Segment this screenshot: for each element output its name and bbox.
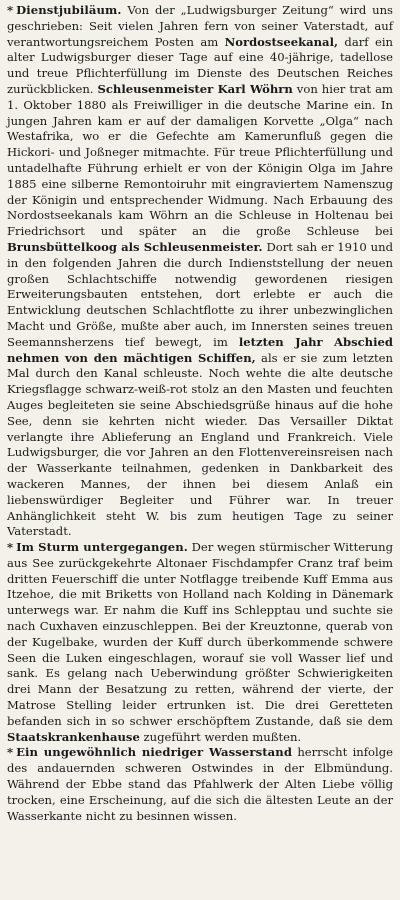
article-text: von hier trat am 1. Oktober 1880 als Freiwilliger in die deutsche Marine ein. In jungen Jahren kam er auf der damaligen Korvette „Olga“ nach Westafrika, wo er die Gefechte am Kamerunfluß gegen die Hickori- und Joßneger mitmachte. Für treue Pflichterfüllung und untadelhafte Führung erhielt er von der Königin Olga im Jahre 1885 eine silberne Remontoiruhr mit eingraviertem Namenszug der Königin und entsprechender Widmung. Nach Erbauung des Nordostseekanals kam Wöhrn an die Schleuse in Holtenau bei Friedrichsort und später an die große Schleuse bei — [7, 81, 393, 239]
article-heading: Im Sturm untergegangen. — [16, 540, 188, 555]
article-star: * — [7, 3, 14, 17]
article-text: zugeführt werden mußten. — [139, 729, 302, 744]
article-emphasis: Brunsbüttelkoog als Schleusenmeister. — [7, 239, 263, 254]
article-heading: Ein ungewöhnlich niedriger Wasserstand — [16, 745, 293, 760]
article-text: darf ein alter Ludwigsburger dieser Tage auf eine 40-jährige, tadellose und treue Pflichterfüllung im Dienste des Deutschen Reiches zurückblicken. — [7, 34, 393, 96]
article-dienstjubilaeum — [7, 3, 393, 540]
article-text: als er sie zum letzten Mal durch den Kanal schleuste. Noch wehte die alte deutsche Kriegsflagge schwarz-weiß-rot stolz an den Masten und feuchten Auges begleiteten sie seine Abschiedsgrüße hinaus auf die hohe See, denn sie kehrten nicht wieder. Das Versailler Diktat verlangte ihre Ablieferung an England und Frankreich. Viele Ludwigsburger, die vor Jahren an den Flottenvereinsreisen nach der Wasserkante teilnahmen, gedenken in Dankbarkeit des wackeren Mannes, der ihnen bei diesem Anlaß ein liebenswürdiger Begleiter und Führer war. In treuer Anhänglichkeit steht W. bis zum heutigen Tage zu seiner Vaterstadt. — [7, 350, 393, 539]
article-text: Von der „Ludwigsburger Zeitung“ wird uns geschrieben: Seit vielen Jahren fern von seiner Vaterstadt, auf verantwortungsreichem Posten am — [7, 3, 393, 49]
article-star: * — [7, 745, 14, 760]
article-niedriger-wasserstand — [7, 745, 393, 824]
article-text: Der wegen stürmischer Witterung aus See zurückgekehrte Altonaer Fischdampfer Cranz traf beim dritten Feuerschiff die unter Notflagge treibende Kuff Emma aus Itzehoe, die mit Briketts von Holland nach Kolding in Dänemark unterwegs war. Er nahm die Kuff ins Schlepptau und suchte sie nach Cuxhaven einzuschleppen. Bei der Kreuztonne, querab von der Kugelbake, wurden der Kuff durch überkommende schwere Seen die Luken eingeschlagen, worauf sie voll Wasser lief und sank. Es gelang nach Ueberwindung größter Schwierigkeiten drei Mann der Besatzung zu retten, während der vierte, der Matrose Stelling leider ertrunken ist. Die drei Geretteten befanden sich in so schwer erschöpftem Zustande, daß sie dem — [7, 540, 393, 728]
article-emphasis: Staatskrankenhause — [7, 729, 140, 744]
article-text: herrscht infolge des andauernden schweren Ostwindes in der Elbmündung. Während der Ebbe stand das Pfahlwerk der Alten Liebe völlig trocken, eine Erscheinung, auf die sich die ältesten Leute an der Wasserkante nicht zu besinnen wissen. — [7, 745, 394, 823]
article-star: * — [7, 540, 14, 555]
article-emphasis: Schleusenmeister Karl Wöhrn — [97, 81, 293, 96]
article-text: Dort sah er 1910 und in den folgenden Jahren die durch Indienststellung der neuen großen Schlachtschiffe notwendig gewordenen riesigen Erweiterungsbauten entstehen, dort erlebte er auch die Entwicklung deutschen Schlachtflotte zu ihrer unbezwinglichen Macht und Größe, mußte aber auch, im Innersten seines treuen Seemannsherzens tief bewegt, im — [7, 239, 393, 349]
article-emphasis: letzten Jahr Abschied nehmen von den mächtigen Schiffen, — [7, 334, 393, 365]
article-heading: Dienstjubiläum. — [16, 3, 122, 17]
article-im-sturm-untergegangen — [7, 540, 393, 745]
article-emphasis: Nordostseekanal, — [224, 34, 339, 49]
